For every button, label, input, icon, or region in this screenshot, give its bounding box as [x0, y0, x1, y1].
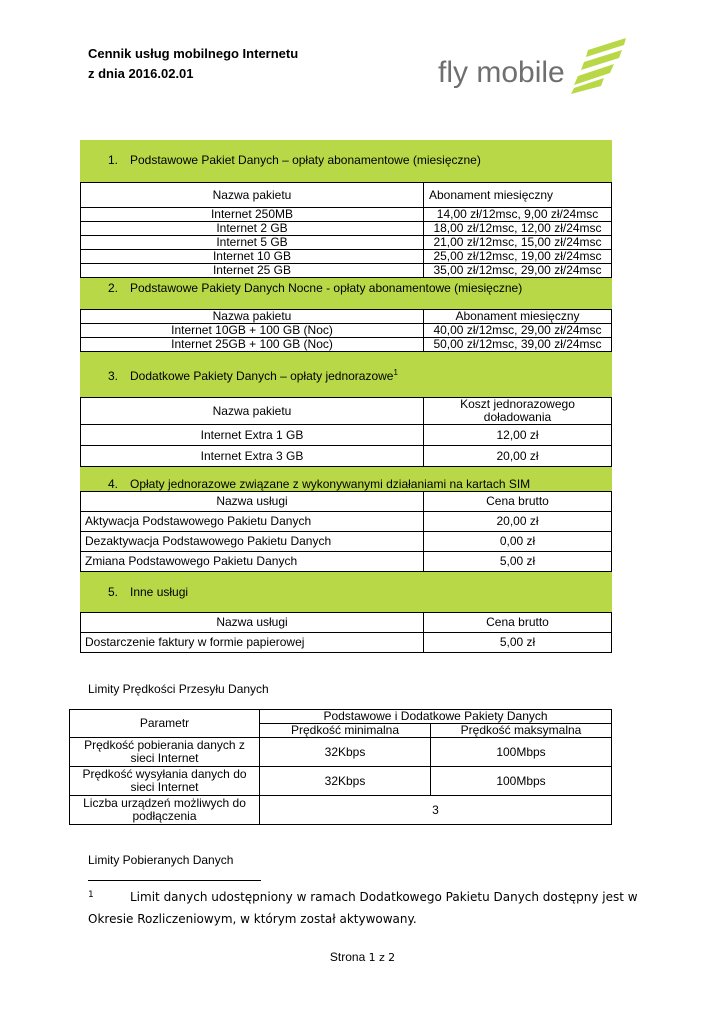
package-price: 21,00 zł/12msc, 15,00 zł/24msc	[424, 236, 612, 250]
package-price: 18,00 zł/12msc, 12,00 zł/24msc	[424, 222, 612, 236]
section-3-table	[80, 397, 612, 467]
footnote-text: Limit danych udostępniony w ramach Dodatkowego Pakietu Danych dostępny jest w Okresie Rozliczeniowym, w którym został aktywowany.	[88, 890, 638, 926]
footnote-separator	[88, 880, 261, 881]
col-header: Koszt jednorazowego doładowania	[424, 398, 612, 425]
limits-table	[69, 709, 612, 825]
package-name: Internet 10 GB	[81, 250, 424, 264]
page-total: 2	[388, 951, 396, 964]
col-header: Nazwa pakietu	[81, 398, 424, 425]
service-name: Zmiana Podstawowego Pakietu Danych	[81, 552, 424, 572]
service-price: 0,00 zł	[424, 532, 612, 552]
limits-title: Limity Prędkości Przesyłu Danych	[88, 682, 269, 696]
package-price: 50,00 zł/12msc, 39,00 zł/24msc	[424, 338, 612, 352]
service-name: Dezaktywacja Podstawowego Pakietu Danych	[81, 532, 424, 552]
section-5-heading: 5. Inne usługi	[108, 585, 189, 599]
service-price: 5,00 zł	[424, 633, 612, 653]
page-label: Strona	[329, 950, 366, 964]
section-3-heading: 3. Dodatkowe Pakiety Danych – opłaty jednorazowe$^1$	[108, 368, 398, 383]
package-price: 12,00 zł	[424, 425, 612, 446]
package-name: Internet 25GB + 100 GB (Noc)	[81, 338, 424, 352]
package-name: Internet 25 GB	[81, 264, 424, 278]
service-price: 5,00 zł	[424, 552, 612, 572]
section-5-table	[80, 612, 612, 653]
package-name: Internet 10GB + 100 GB (Noc)	[81, 324, 424, 338]
param-label: Liczba urządzeń możliwych do podłączenia	[70, 796, 260, 825]
param-label: Prędkość pobierania danych z sieci Internet	[70, 738, 260, 767]
package-name: Internet Extra 1 GB	[81, 425, 424, 446]
package-price: 20,00 zł	[424, 446, 612, 467]
max-speed: 100Mbps	[431, 738, 612, 767]
section-4-table	[80, 491, 612, 572]
fly-mobile-logo	[438, 36, 628, 94]
section-1-table	[80, 182, 612, 278]
min-speed-header: Prędkość minimalna	[260, 724, 431, 738]
package-price: 35,00 zł/12msc, 29,00 zł/24msc	[424, 264, 612, 278]
max-speed: 100Mbps	[431, 767, 612, 796]
service-name: Aktywacja Podstawowego Pakietu Danych	[81, 512, 424, 532]
param-header: Parametr	[70, 710, 260, 738]
section-2-heading: 2. Podstawowe Pakiety Danych Nocne - opłaty abonamentowe (miesięczne)	[108, 281, 523, 295]
col-header: Nazwa pakietu	[81, 183, 424, 208]
min-speed: 32Kbps	[260, 738, 431, 767]
package-name: Internet 2 GB	[81, 222, 424, 236]
package-price: 14,00 zł/12msc, 9,00 zł/24msc	[424, 208, 612, 222]
service-name: Dostarczenie faktury w formie papierowej	[81, 633, 424, 653]
package-name: Internet Extra 3 GB	[81, 446, 424, 467]
document-title: Cennik usług mobilnego Internetu	[88, 46, 299, 61]
section-4-heading: 4. Opłaty jednorazowe związane z wykonywanymi działaniami na kartach SIM	[108, 477, 531, 491]
col-header: Nazwa usługi	[81, 613, 424, 633]
devices-value: 3	[260, 796, 612, 825]
col-header: Abonament miesięczny	[424, 183, 612, 208]
col-header: Cena brutto	[424, 492, 612, 512]
logo-text: fly mobile	[438, 56, 565, 89]
page-number: 1	[368, 951, 376, 964]
max-speed-header: Prędkość maksymalna	[431, 724, 612, 738]
col-header: Abonament miesięczny	[424, 310, 612, 324]
section-1-heading: 1. Podstawowe Pakiet Danych – opłaty abonamentowe (miesięczne)	[108, 153, 481, 167]
package-price: 40,00 zł/12msc, 29,00 zł/24msc	[424, 324, 612, 338]
col-header: Nazwa usługi	[81, 492, 424, 512]
min-speed: 32Kbps	[260, 767, 431, 796]
download-limits-title: Limity Pobieranych Danych	[88, 853, 234, 867]
package-price: 25,00 zł/12msc, 19,00 zł/24msc	[424, 250, 612, 264]
package-name: Internet 5 GB	[81, 236, 424, 250]
group-header: Podstawowe i Dodatkowe Pakiety Danych	[260, 710, 612, 724]
col-header: Cena brutto	[424, 613, 612, 633]
page-of: z	[378, 951, 385, 964]
section-2-table	[80, 309, 612, 352]
document-date: z dnia 2016.02.01	[88, 66, 194, 81]
package-name: Internet 250MB	[81, 208, 424, 222]
service-price: 20,00 zł	[424, 512, 612, 532]
col-header: Nazwa pakietu	[81, 310, 424, 324]
page-footer	[0, 950, 725, 964]
footnote-ref: 1	[393, 368, 398, 377]
footnote-mark: 1	[88, 890, 94, 900]
param-label: Prędkość wysyłania danych do sieci Internet	[70, 767, 260, 796]
